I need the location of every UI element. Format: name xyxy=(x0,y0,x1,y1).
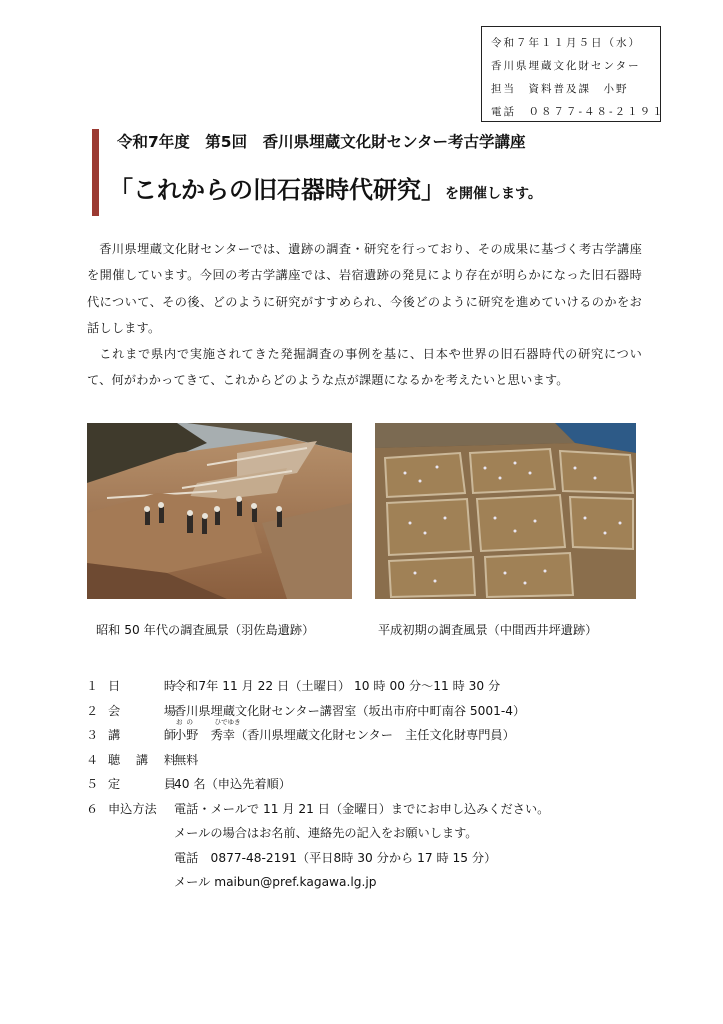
application-email-note: メールの場合はお名前、連絡先の記入をお願いします。 xyxy=(174,826,478,840)
detail-application xyxy=(86,800,646,825)
detail-value: 40 名（申込先着順） xyxy=(174,777,291,791)
detail-datetime xyxy=(86,677,646,702)
detail-fee xyxy=(86,751,646,776)
description xyxy=(87,236,642,394)
detail-value: おの 小野 ひでゆき 秀幸（香川県埋蔵文化財センター 主任文化財専門員） xyxy=(174,718,515,742)
lecture-title-suffix: を開催します。 xyxy=(445,186,542,202)
detail-capacity xyxy=(86,775,646,800)
detail-label: 聴 講 料 xyxy=(108,752,176,767)
surname-reading: おの xyxy=(176,718,197,726)
contact-info-box xyxy=(481,26,665,122)
description-paragraph-1: 香川県埋蔵文化財センターでは、遺跡の調査・研究を行っており、その成果に基づく考古学講座を開催しています。今回の考古学講座では、岩宿遺跡の発見により存在が明らかになった旧石器時代について、その後、どのように研究がすすめられ、今後どのように研究を進めていけるのかをお話しします。 xyxy=(87,242,642,335)
issuing-organization: 香川県埋蔵文化財センター xyxy=(491,60,641,72)
detail-lecturer xyxy=(86,718,646,751)
detail-value: 香川県埋蔵文化財センター講習室（坂出市府中町南谷 5001-4） xyxy=(174,703,526,718)
excavation-photo-showa xyxy=(87,423,352,599)
application-email: メール maibun@pref.kagawa.lg.jp xyxy=(174,875,377,889)
detail-number: ５ xyxy=(86,777,99,791)
detail-number: ６ xyxy=(86,801,99,816)
description-paragraph-2: これまで県内で実施されてきた発掘調査の事例を基に、日本や世界の旧石器時代の研究について、何がわかってきて、これからどのような点が課題になるかを考えたいと思います。 xyxy=(87,347,642,388)
detail-label: 日 時 xyxy=(108,679,176,693)
lecture-series-title: 令和7年度 第5回 香川県埋蔵文化財センター考古学講座 xyxy=(117,133,526,151)
lecture-title xyxy=(109,170,542,205)
lecturer-given-name: ひでゆき 秀幸 xyxy=(210,718,241,742)
issue-date: 令和７年１１月５日（水） xyxy=(491,37,641,49)
lecturer-surname: おの 小野 xyxy=(174,718,199,742)
lecture-title-main: 「これからの旧石器時代研究」 xyxy=(109,176,445,204)
detail-number: ２ xyxy=(86,703,99,718)
detail-number: １ xyxy=(86,679,99,693)
detail-number: ３ xyxy=(86,728,99,742)
detail-venue xyxy=(86,702,646,727)
detail-label: 定 員 xyxy=(108,777,176,791)
detail-value: 令和7年 11 月 22 日（土曜日） 10 時 00 分～11 時 30 分 xyxy=(174,679,501,693)
detail-value: 電話・メールで 11 月 21 日（金曜日）までにお申し込みください。 xyxy=(174,801,550,816)
given-name-reading: ひでゆき xyxy=(214,718,241,726)
excavation-photo-heisei xyxy=(375,423,636,599)
application-phone: 電話 0877-48-2191（平日8時 30 分から 17 時 15 分） xyxy=(174,850,497,865)
event-details xyxy=(86,677,646,898)
contact-person: 担当 資料普及課 小野 xyxy=(491,83,629,95)
detail-label: 講 師 xyxy=(108,728,176,742)
detail-label: 申込方法 xyxy=(108,801,157,816)
photo-caption-heisei: 平成初期の調査風景（中間西井坪遺跡） xyxy=(378,623,598,637)
title-accent-bar xyxy=(92,129,99,216)
detail-value: 無料 xyxy=(174,752,199,767)
detail-number: ４ xyxy=(86,752,99,767)
detail-label: 会 場 xyxy=(108,703,176,718)
contact-phone: 電話 ０８７７-４８-２１９１ xyxy=(491,106,665,118)
photo-caption-showa: 昭和 50 年代の調査風景（羽佐島遺跡） xyxy=(96,623,315,637)
